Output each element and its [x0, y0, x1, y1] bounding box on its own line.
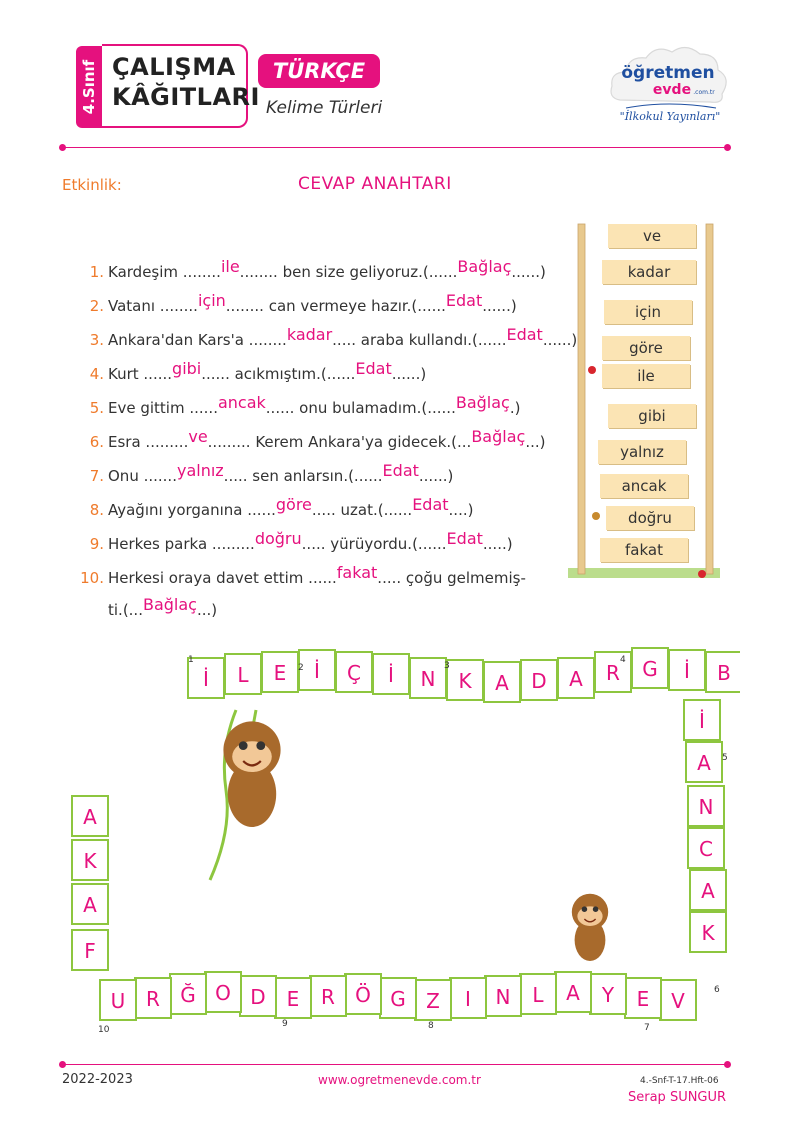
puzzle-cell [275, 978, 311, 1018]
footer-website: www.ogretmenevde.com.tr [318, 1073, 481, 1087]
question-number: 2. [89, 297, 104, 315]
subject-badge: TÜRKÇE [258, 54, 380, 88]
question-4 [78, 359, 427, 383]
puzzle-letter: A [495, 671, 509, 695]
puzzle-letter: Y [601, 983, 615, 1007]
logo-text-1: öğretmen [621, 63, 715, 83]
puzzle-number: 4 [620, 655, 626, 665]
puzzle-cell [558, 658, 594, 698]
puzzle-cell [72, 840, 108, 880]
question-text: Ankara'dan Kars'a ........ [108, 331, 287, 349]
question-1 [78, 257, 546, 281]
question-5 [78, 393, 521, 417]
puzzle-cell [669, 650, 705, 690]
puzzle-letter: İ [388, 663, 394, 687]
puzzle-number: 6 [714, 985, 720, 995]
puzzle-cell [299, 650, 335, 690]
puzzle-letter: O [215, 981, 231, 1005]
answer-word: doğru [254, 529, 302, 548]
puzzle-cell [684, 700, 720, 740]
question-text: ........ can vermeye hazır.(...... [225, 297, 446, 315]
question-3 [78, 325, 578, 349]
puzzle-number: 5 [722, 753, 728, 763]
puzzle-number: 9 [282, 1019, 288, 1029]
puzzle-cell [686, 742, 722, 782]
title-line-2: KÂĞITLARI [112, 83, 260, 111]
question-text: ..... yürüyordu.(...... [301, 535, 447, 553]
answer-word: yalnız [176, 461, 224, 480]
puzzle-letter: R [606, 661, 620, 685]
answer-word: ve [188, 427, 208, 446]
worksheet-title [112, 52, 260, 112]
question-number: 10. [80, 569, 104, 587]
puzzle-letter: D [531, 669, 547, 693]
answer-word: gibi [172, 359, 202, 378]
ladder-word: ve [608, 224, 696, 248]
publisher-logo [606, 38, 732, 130]
topic-label: Kelime Türleri [266, 98, 383, 118]
puzzle-cell [310, 976, 346, 1016]
puzzle-cell [100, 980, 136, 1020]
ladder-word: göre [602, 336, 690, 360]
question-text: Kardeşim ........ [108, 263, 221, 281]
question-text: Herkes parka ......... [108, 535, 255, 553]
puzzle-cell [225, 654, 261, 694]
answer-type: Bağlaç [455, 393, 510, 412]
puzzle-cell [72, 930, 108, 970]
word-ladder [568, 220, 720, 582]
question-text: ...... acıkmıştım.(...... [201, 365, 356, 383]
grade-tab [76, 46, 102, 128]
puzzle-cell [690, 870, 726, 910]
answer-word: kadar [286, 325, 333, 344]
puzzle-number: 7 [644, 1023, 650, 1033]
question-text: ......) [482, 297, 517, 315]
question-text: ........ ben size geliyoruz.(...... [239, 263, 458, 281]
ladder-word: fakat [600, 538, 688, 562]
puzzle-cell [632, 648, 668, 688]
puzzle-cell [262, 652, 298, 692]
question-text: Onu ....... [108, 467, 177, 485]
ladder-word: gibi [608, 404, 696, 428]
answer-type: Bağlaç [457, 257, 512, 276]
puzzle-cell [555, 972, 591, 1012]
puzzle-letter: İ [699, 709, 705, 733]
puzzle-cell [590, 974, 626, 1014]
question-text: ......... Kerem Ankara'ya gidecek.(... [207, 433, 472, 451]
puzzle-letter: N [698, 795, 714, 819]
puzzle-letter: F [84, 939, 96, 963]
footer-year: 2022-2023 [62, 1072, 133, 1087]
ladder-word: yalnız [598, 440, 686, 464]
ladder-word: için [604, 300, 692, 324]
puzzle-letter: İ [314, 659, 320, 683]
footer-divider [62, 1064, 728, 1065]
question-text: ...... onu bulamadım.(...... [265, 399, 456, 417]
question-text: ......) [542, 331, 578, 349]
answer-type: Edat [445, 291, 483, 310]
answer-word: ile [220, 257, 240, 276]
question-7 [78, 461, 454, 485]
puzzle-letter: R [146, 987, 160, 1011]
puzzle-letter: K [701, 921, 715, 945]
answer-word: için [197, 291, 226, 310]
puzzle-letter: I [465, 987, 471, 1011]
question-number: 9. [89, 535, 104, 553]
puzzle-cell [688, 786, 724, 826]
puzzle-letter: A [569, 667, 583, 691]
answer-type: Edat [382, 461, 419, 480]
puzzle-cell [706, 652, 740, 692]
ladder-word: ile [602, 364, 690, 388]
question-text: ..... araba kullandı.(...... [332, 331, 507, 349]
answer-type: Edat [506, 325, 543, 344]
footer-code: 4.-Snf-T-17.Hft-06 [640, 1076, 719, 1086]
question-text: ti.(... [108, 601, 143, 619]
question-text: Esra ......... [108, 433, 189, 451]
question-text: ......) [418, 467, 454, 485]
answer-word: ancak [217, 393, 266, 412]
puzzle-letter: K [458, 669, 472, 693]
word-chain-puzzle [60, 640, 740, 1036]
puzzle-cell [415, 980, 451, 1020]
answer-type: Bağlaç [471, 427, 526, 446]
question-text: ...) [525, 433, 546, 451]
question-number: 7. [89, 467, 104, 485]
puzzle-letter: Ç [347, 661, 361, 685]
question-text: ..... uzat.(...... [311, 501, 413, 519]
answer-key-title: CEVAP ANAHTARI [298, 174, 452, 194]
question-text: .) [509, 399, 521, 417]
puzzle-cell [625, 978, 661, 1018]
footer-author: Serap SUNGUR [628, 1090, 727, 1105]
puzzle-cell [410, 658, 446, 698]
question-8 [78, 495, 474, 519]
question-2 [78, 291, 517, 315]
puzzle-letter: C [699, 837, 713, 861]
puzzle-cell [521, 660, 557, 700]
question-text: Eve gittim ...... [108, 399, 218, 417]
question-text: Kurt ...... [108, 365, 173, 383]
puzzle-cell [380, 978, 416, 1018]
puzzle-number: 1 [188, 655, 194, 665]
question-number: 3. [89, 331, 104, 349]
answer-word: fakat [336, 563, 378, 582]
divider-dot-left [59, 1061, 66, 1068]
puzzle-letter: E [636, 987, 650, 1011]
puzzle-letter: L [532, 983, 544, 1007]
ladder-word: kadar [602, 260, 696, 284]
puzzle-letter: İ [203, 667, 209, 691]
puzzle-letter: E [273, 661, 287, 685]
ladder-word: doğru [606, 506, 694, 530]
question-6 [78, 427, 546, 451]
header-divider [62, 147, 728, 148]
puzzle-letter: G [390, 987, 406, 1011]
puzzle-letter: N [495, 985, 511, 1009]
puzzle-cell [688, 828, 724, 868]
monkey-illustration-large [223, 721, 280, 827]
puzzle-cell [447, 660, 483, 700]
puzzle-cell [240, 976, 276, 1016]
divider-dot-right [724, 1061, 731, 1068]
question-text: .....) [482, 535, 513, 553]
puzzle-letter: R [321, 985, 335, 1009]
logo-tagline: "İlkokul Yayınları" [619, 110, 721, 123]
question-text: ..... çoğu gelmemiş- [377, 569, 526, 587]
puzzle-cell [336, 652, 372, 692]
puzzle-number: 2 [298, 663, 304, 673]
question-number: 5. [89, 399, 104, 417]
question-number: 4. [89, 365, 104, 383]
puzzle-cell [205, 972, 241, 1012]
grade-label: 4.Sınıf [80, 59, 98, 115]
puzzle-cell [345, 974, 381, 1014]
puzzle-letter: L [237, 663, 249, 687]
answer-word: göre [275, 495, 312, 514]
puzzle-letter: D [250, 985, 266, 1009]
puzzle-letter: V [671, 989, 685, 1013]
answer-type: Edat [412, 495, 449, 514]
question-9 [78, 529, 513, 553]
question-text: ..... sen anlarsın.(...... [223, 467, 383, 485]
puzzle-letter: İ [684, 659, 690, 683]
snail-icon [592, 512, 600, 520]
puzzle-letter: E [286, 987, 300, 1011]
answer-type: Edat [446, 529, 483, 548]
puzzle-number: 10 [98, 1025, 110, 1035]
puzzle-cell [690, 912, 726, 952]
puzzle-cell [72, 884, 108, 924]
question-text: Herkesi oraya davet ettim ...... [108, 569, 337, 587]
question-number: 6. [89, 433, 104, 451]
question-text: Vatanı ........ [108, 297, 198, 315]
puzzle-letter: Ö [355, 983, 371, 1007]
puzzle-cell [450, 978, 486, 1018]
puzzle-number: 8 [428, 1021, 434, 1031]
logo-domain: .com.tr [693, 89, 715, 96]
question-number: 1. [89, 263, 104, 281]
puzzle-letter: A [83, 893, 97, 917]
puzzle-cell [484, 662, 520, 702]
puzzle-letter: N [420, 667, 436, 691]
question-number: 8. [89, 501, 104, 519]
ladybug-icon [588, 366, 596, 374]
puzzle-cell [485, 976, 521, 1016]
activity-label: Etkinlik: [62, 176, 122, 194]
question-10 [78, 563, 526, 587]
question-text: ...) [196, 601, 218, 619]
puzzle-cell [135, 978, 171, 1018]
puzzle-letter: A [83, 805, 97, 829]
divider-dot-left [59, 144, 66, 151]
answer-type: Bağlaç [142, 595, 197, 614]
puzzle-letter: A [697, 751, 711, 775]
puzzle-letter: B [717, 661, 731, 685]
puzzle-cell [520, 974, 556, 1014]
answer-type: Edat [355, 359, 392, 378]
ladder-word: ancak [600, 474, 688, 498]
puzzle-cell [72, 796, 108, 836]
ladybug-icon [698, 570, 706, 578]
puzzle-number: 3 [444, 661, 450, 671]
puzzle-letter: A [566, 981, 580, 1005]
puzzle-cell [373, 654, 409, 694]
monkey-illustration-small [572, 894, 608, 961]
puzzle-cell [660, 980, 696, 1020]
logo-text-2: evde [652, 82, 692, 98]
title-line-1: ÇALIŞMA [112, 53, 236, 81]
question-text: ......) [391, 365, 427, 383]
puzzle-cell [170, 974, 206, 1014]
puzzle-letter: G [642, 657, 658, 681]
puzzle-letter: Z [426, 989, 440, 1013]
divider-dot-right [724, 144, 731, 151]
puzzle-letter: Ğ [180, 983, 196, 1007]
question-text: Ayağını yorganına ...... [108, 501, 276, 519]
puzzle-letter: K [83, 849, 97, 873]
question-10-cont [78, 595, 218, 619]
puzzle-letter: A [701, 879, 715, 903]
puzzle-letter: U [110, 989, 126, 1013]
question-text: ......) [511, 263, 546, 281]
question-text: ....) [448, 501, 474, 519]
